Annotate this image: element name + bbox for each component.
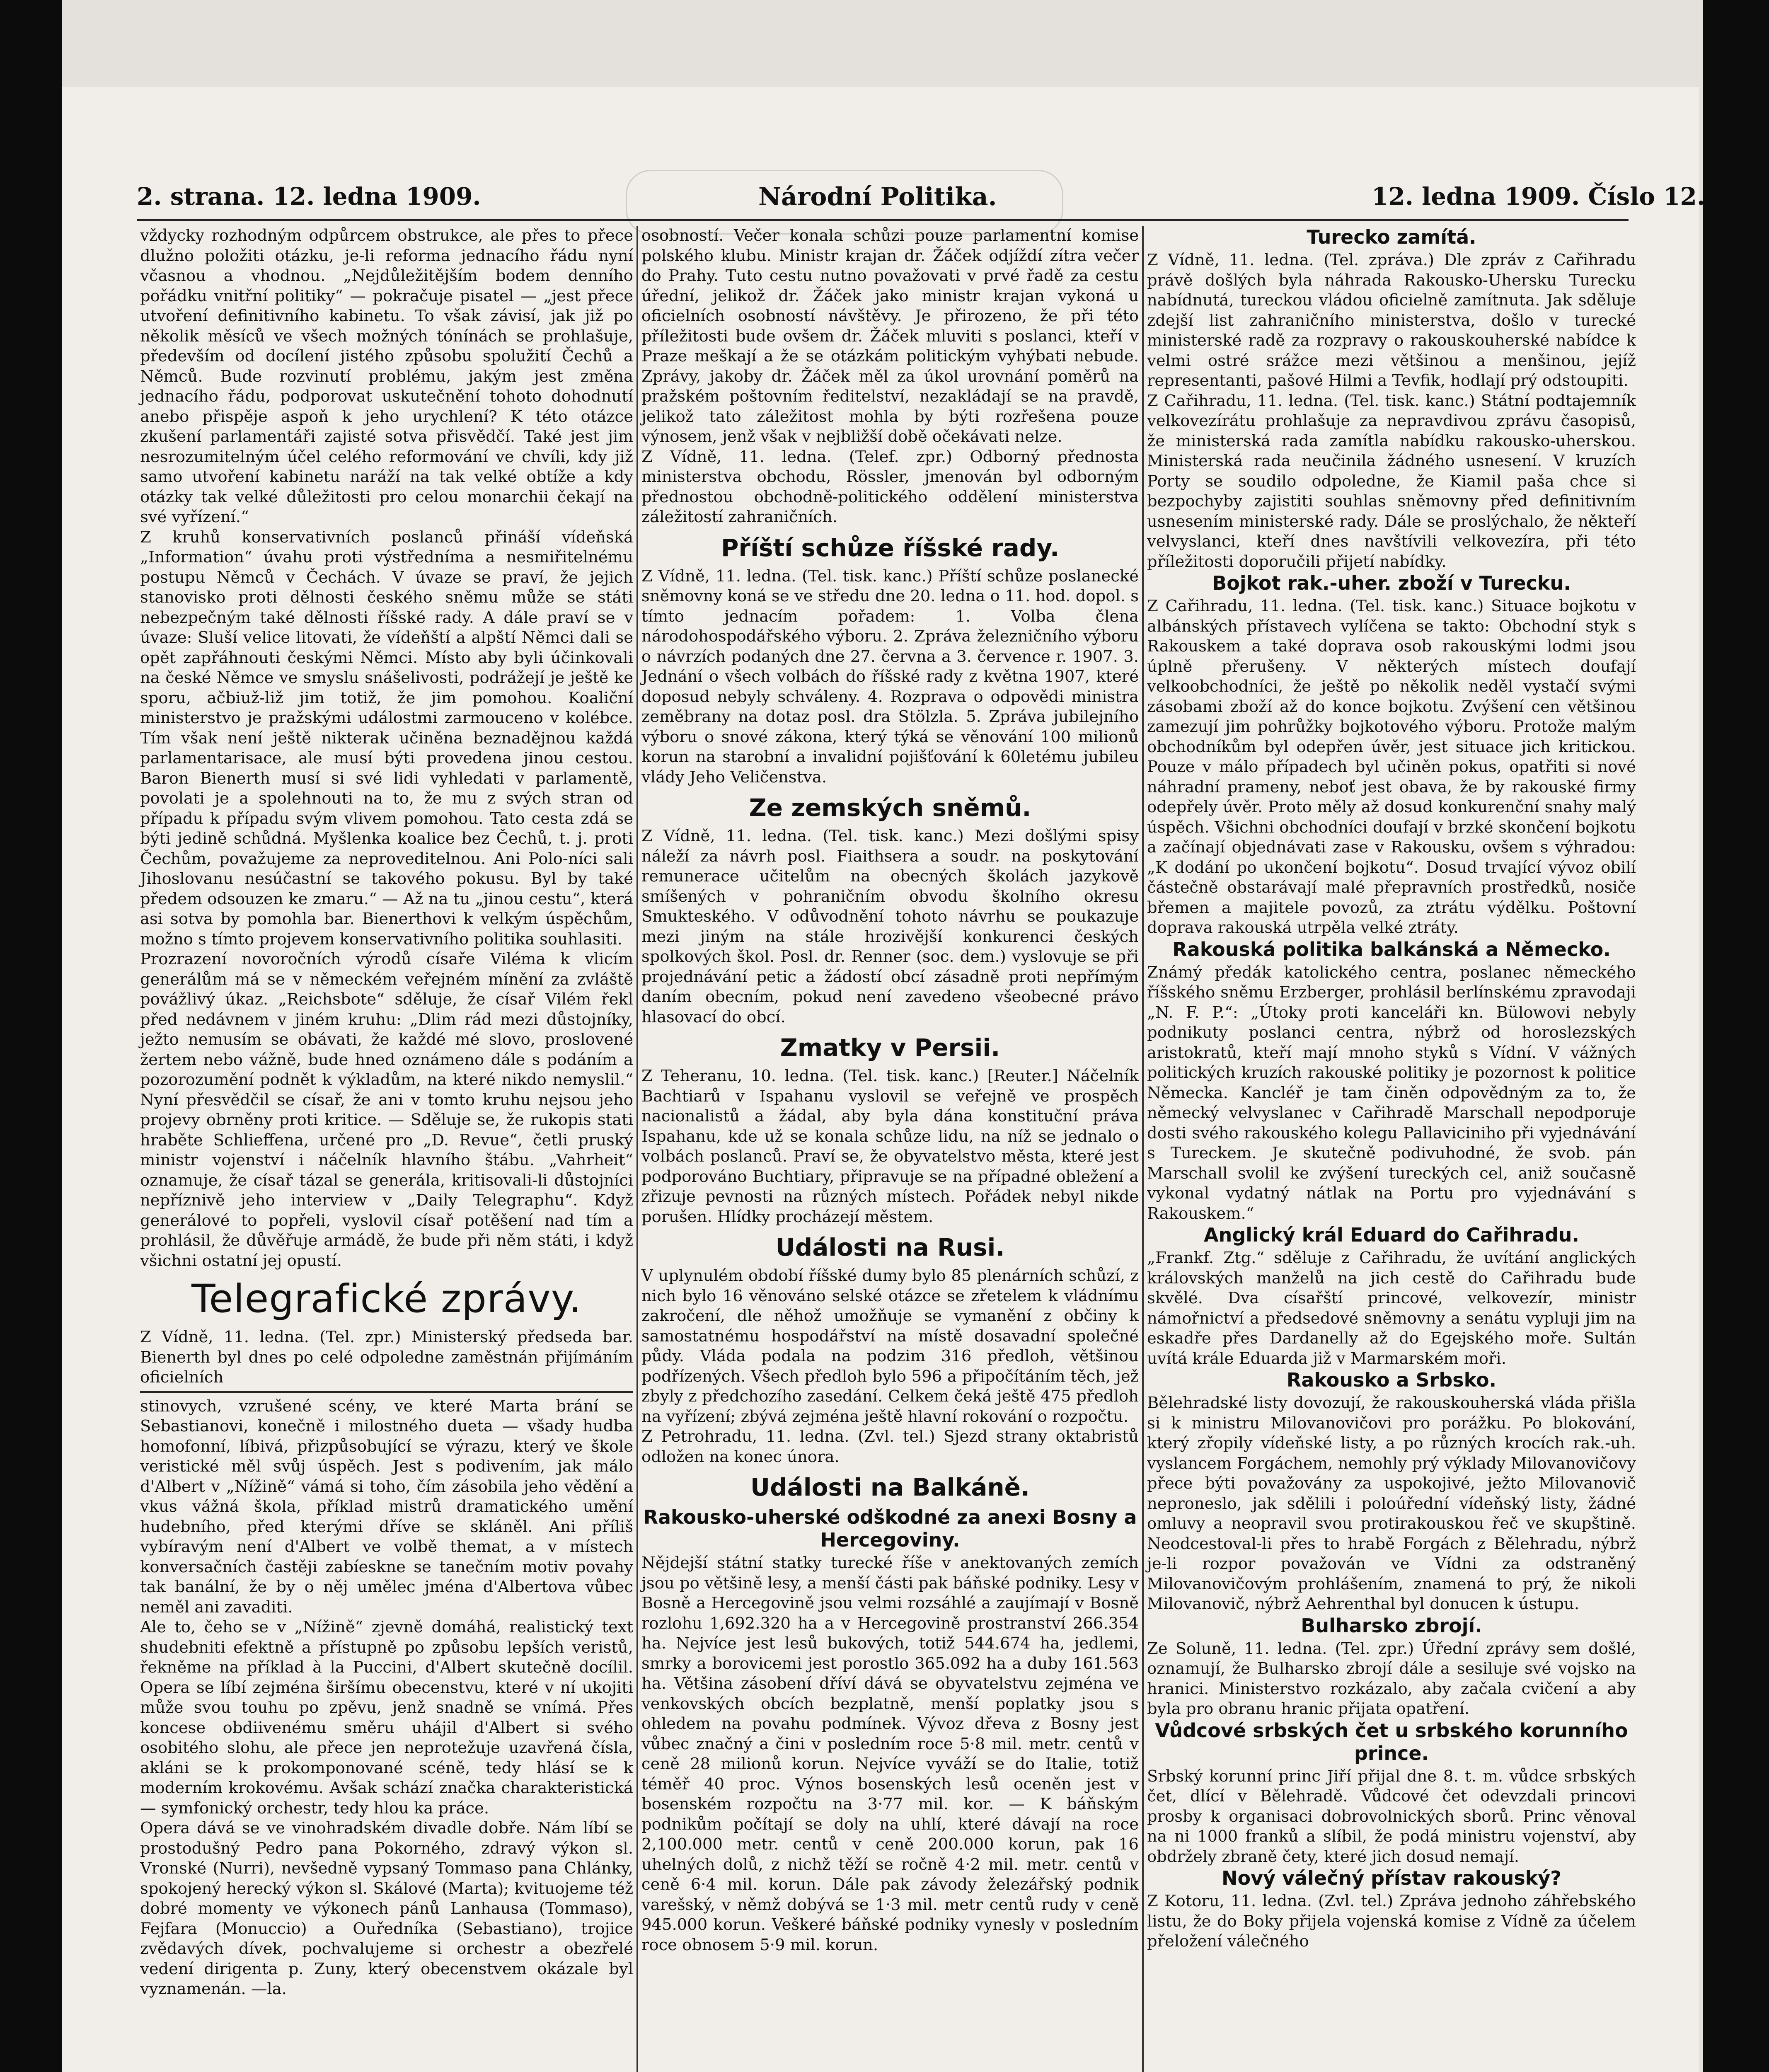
article-heading: Zmatky v Persii. (780, 1034, 1000, 1062)
column-3 (1147, 226, 1636, 2072)
feuilleton-text: stinovych, vzrušené scény, ve které Marta brání se Sebastianovi, konečně i milostného dueta — všady hudba homofonní, líbivá, přizpůsobující se výrazu, který ve škole veristické měl svůj úspěch. Jest s podivením, jak málo d'Albert v „Nížině“ vámá si toho, čím zásobila jeho vědění a vkus vážná škola, příklad mistrů dramatického umění hudebního, před kterými dříve se skláněl. Ani příliš vybíravým není d'Albert ve volbě themat, a v místech konversačních častěji zabíeskne se tanečním motiv povahy tak banální, že by o něj umělec jména d'Albertova vůbec neměl ani zavaditi. (140, 1397, 633, 1617)
article-heading: Rakouská politika balkánská a Německo. (1172, 938, 1611, 961)
article-text: Z Cařihradu, 11. ledna. (Tel. tisk. kanc.) Státní podtajemník velkovezírátu prohlašuje za nepravdivou zprávu časopisů, že ministerská rada zamítla nabídku rakousko-uherskou. Ministerská rada neučinila žádného usnesení. V kruzích Porty se soudilo odpoledne, že Kiamil paša chce si bezpochyby zajistiti souhlas sněmovny před definitivním usnesením ministerské rady. Dále se proslýchalo, že někteří velvyslanci, kteří dnes navštívili velkovezíra, při této příležitosti doporučili přijetí nabídky. (1147, 391, 1636, 571)
article-text: Z Vídně, 11. ledna. (Telef. zpr.) Odborný přednosta ministerstva obchodu, Rössler, jmenován byl odborným přednostou obchodně-politického oddělení ministerstva záležitostí zahraničních. (641, 447, 1139, 526)
article-heading: Události na Rusi. (775, 1233, 1005, 1261)
article-heading: Turecko zamítá. (1307, 226, 1476, 248)
header-rule (137, 219, 1629, 221)
article-heading: Ze zemských sněmů. (749, 794, 1031, 822)
article-text: Známý předák katolického centra, poslanec německého říšského sněmu Erzberger, prohlásil berlínskému zpravodaji „N. F. P.“: „Útoky proti kanceláři kn. Bülowovi nebyly podnikuty poslanci centra, nýbrž od horoslezských aristokratů, kteří mají mnoho styků s Vídní. V vážných politických kruzích rakouské politiky je pozornost k politice Německa. Kancléř je tam činěn odpovědným za to, že německý velvyslanec v Cařihradě Marschall nepodporuje dosti svého rakouského kolegu Pallaviciniho při vyjednávání s Tureckem. Je skutečně podivuhodné, že svob. pán Marschall svolil ke zvýšení tureckých cel, aniž současně vykonal vydatný nátlak na Portu pro vyjednávání s Rakouskem.“ (1147, 963, 1636, 1223)
column-divider-2 (1142, 226, 1144, 2072)
article-heading: Vůdcové srbských čet u srbského korunního prince. (1155, 1719, 1628, 1765)
article-text: Ze Soluně, 11. ledna. (Tel. zpr.) Úřední zprávy sem došlé, oznamují, že Bulharsko zbrojí dále a sesiluje své vojsko na hranici. Ministerstvo rozkázalo, aby začala cvičení a aby byla pro obranu hranic přijata opatření. (1147, 1639, 1636, 1718)
article-heading: Události na Balkáně. (750, 1473, 1030, 1501)
article-text: Z Vídně, 11. ledna. (Tel. zpr.) Ministerský předseda bar. Bienerth byl dnes po celé odpoledne zaměstnán přijímáním oficielních (140, 1328, 633, 1387)
feuilleton-text: Ale to, čeho se v „Nížině“ zjevně domáhá, realistický text shudebniti efektně a přístupně po způsobu lepších veristů, řekněme na příklad à la Puccini, d'Albert skutečně docílil. Opera se líbí zejména širšímu obecenstvu, které v ní ukojiti může svou touhu po zpěvu, jenž snadně se vnímá. Přes koncese obdiivenému směru uhájil d'Albert si svého osobitého slohu, ale přece jen neprotežuje uzavřená čísla, akláni se k prokomponované scéně, tedy hlásí se k moderním krokovému. Avšak schází značka charakteristická — symfonický orchestr, tedy hlou ka práce. (140, 1618, 633, 1818)
article-heading: Rakousko a Srbsko. (1286, 1369, 1497, 1391)
article-text: Nějdejší státní statky turecké říše v anektovaných zemích jsou po většině lesy, a menší části pak báňské podniky. Lesy v Bosně a Hercegovině jsou velmi rozsáhlé a zaujímají v Bosně rozlohu 1,692.320 ha a v Hercegovině prostranství 266.354 ha. Nejvíce jest lesů bukových, totiž 544.674 ha, jedlemi, smrky a borovicemi jest porostlo 365.092 ha a duby 161.563 ha. Většina zásobení dříví dává se obyvatelstvu zejména ve venkovských obcích bezplatně, menší poplatky jsou s ohledem na povahu podmínek. Vývoz dřeva z Bosny jest vůbec značný a čini v posledním roce 5·8 mil. metr. centů v ceně 28 milionů korun. Nejvíce vyváží se do Italie, totiž téměř 40 proc. Výnos bosenských lesů oceněn jest v bosenském rozpočtu na 3·77 mil. kor. — K báňským podnikům počítají se doly na uhlí, které dávají na roce 2,100.000 metr. centů v ceně 200.000 korun, pak 16 uhelných dolů, z nichž těží se ročně 4·2 mil. metr. centů v ceně 6·4 mil. korun. Dále pak závody železářský podnik varešský, v němž dobývá se 1·3 mil. metr centů rudy v ceně 945.000 korun. Veškeré báňské podniky vynesly v posledním roce obnosem 5·9 mil. korun. (641, 1554, 1139, 1954)
article-text: vždycky rozhodným odpůrcem obstrukce, ale přes to přece dlužno položiti otázku, je-li reforma jednacího řádu nyní včasnou a vhodnou. „Nejdůležitějším bodem denního pořádku vnitřní politiky“ — pokračuje pisatel — „jest přece utvoření definitivního kabinetu. To však závisí, jak již po několik měsíců ve všech možných tónínách se prohlašuje, především od docílení jistého způsobu spolužití Čechů a Němců. Bude rozvinutí problému, jakým jest změna jednacího řádu, podporovat uskutečnění tohoto dohodnutí anebo přispěje aspoň k jeho urychlení? K této otázce zkušení parlamentáři zajisté sotva přisvědčí. Také jest jim nesrozumitelným účel celého reformování ve chvíli, kdy již samo utvoření kabinetu naráží na tak velké obtíže a kdy otázky tak velké důležitosti pro celou monarchii čekají na své vyřízení.“ (140, 226, 633, 526)
article-text: Z kruhů konservativních poslanců přináší vídeňská „Information“ úvahu proti výstředníma a nesmiřitelnému postupu Němců v Čechách. V úvaze se praví, že jejich stanovisko proti dělnosti českého sněmu může se státi nebezpečným také dělnosti říšské rady. A dále praví se v úvaze: Sluší velice litovati, že vídeňští a alpští Němci dali se opět zapřáhnouti českými Němci. Místo aby byli účinkovali na české Němce ve smyslu snášelivosti, podrážejí je ještě ke sporu, ačbiuž-liž jim totiž, že jim pomohou. Koaliční ministerstvo je pražskými událostmi zarmouceno v kolébce. Tím však není ještě nikterak učiněna beznadějnou každá parlamentarisace, ale musí býti provedena jinou cestou. Baron Bienerth musí si své lidi vyhledati v parlamentě, povolati je a spolehnouti na to, že mu z svých stran od případu k případu svým vlivem pomohou. Tato cesta zdá se býti jedině schůdná. Myšlenka koalice bez Čechů, t. j. proti Čechům, považujeme za neproveditelnou. Ani Polo-níci sali Jihoslovanu nesúčastní se takového pokusu. Byl by také předem odsouzen ke zmaru.“ — Až na tu „jinou cestu“, která asi sotva by pomohla bar. Bienerthovi k velkým úspěchům, možno s tímto projevem konservativního politika souhlasiti. (140, 528, 633, 949)
article-text: Z Vídně, 11. ledna. (Tel. tisk. kanc.) Mezi došlými spisy náleží za návrh posl. Fiaithsera a soudr. na poskytování remunerace učitelům na obecných školách jazykově smíšených v pohraničním obvodu školního okresu Smukteského. V odůvodnění tohoto návrhu se poukazuje mezi jiným na stále hrozivější konkurenci českých spolkových škol. Posl. dr. Renner (soc. dem.) vyslovuje se při projednávání petic a žádostí obcí zásadně proti nepřímým daním obecním, pokud není zavedeno všeobecné právo hlasovací do obcí. (641, 827, 1139, 1026)
article-heading: Příští schůze říšské rady. (721, 533, 1059, 562)
article-text: Z Cařihradu, 11. ledna. (Tel. tisk. kanc.) Situace bojkotu v albánských přístavech vylíčena se takto: Obchodní styk s Rakouskem a také doprava osob rakouskými lodmi jsou úplně přerušeny. V některých místech doufají velkoobchodníci, že ještě po několik neděl vystačí svými zásobami zboží až do konce bojkotu. Zvýšení cen většinou zamezují jim pohrůžky bojkotového výboru. Protože malým obchodníkům byl odepřen úvěr, jest situace jich kritickou. Pouze v málo případech byl učiněn pokus, opatřiti si nové náhradní prameny, neboť jest obava, že by rakouské firmy odepřely úvěr. Proto měly až dosud konkurenční snahy malý úspěch. Všichni obchodníci doufají v brzké skončení bojkotu a začínají objednávati zase v Rakousku, ovšem s výhradou: „K dodání po ukončení bojkotu“. Dosud trvající vývoz obilí částečně obstarávají malé přepravních prostředků, nosiče břemen a majitele povozů, za ztrátu výdělku. Poštovní doprava rakouská utrpěla velké ztráty. (1147, 597, 1636, 937)
article-text: Z Kotoru, 11. ledna. (Zvl. tel.) Zpráva jednoho záhřebského listu, že do Boky přijela vojenská komise z Vídně za účelem přeložení válečného (1147, 1892, 1636, 1951)
article-text: Z Vídně, 11. ledna. (Tel. zpráva.) Dle zpráv z Cařihradu právě došlých byla náhrada Rakousko-Uhersku Turecku nabídnutá, tureckou vládou oficielně zamítnuta. Jak sděluje zdejší list zahraničního ministerstva, došlo v turecké ministerské radě za rozpravy o rakouskouherské nabídce k velmi ostré srážce mezi většinou a menšinou, jejíž representanti, pašové Hilmi a Tevfik, hodlají prý odstoupiti. (1147, 251, 1636, 390)
article-text: „Frankf. Ztg.“ sděluje z Cařihradu, že uvítání anglických královských manželů na jich cestě do Cařihradu bude skvělé. Dva císařští princové, velkovezír, ministr námořnictví a předsedové sněmovny a senátu vypluji jim na eskadře přes Dardanelly až do Egejského moře. Sultán uvítá krále Eduarda již v Marmarském moři. (1147, 1249, 1636, 1368)
article-subheading: Rakousko-uherské odškodné za anexi Bosny a Hercegoviny. (643, 1506, 1137, 1551)
article-text: V uplynulém období říšské dumy bylo 85 plenárních schůzí, z nich bylo 16 věnováno selské otázce se zřetelem k vládnímu zakročení, dle něhož umožňuje se vymanění z občiny k samostatnému hospodářství na místě dosavadní společné půdy. Vláda podala na podzim 316 předloh, většinou podřízených. Všech předloh bylo 596 a připočítáním těch, jež zbyly z předchozího zasedání. Celkem čeká ještě 475 předloh na vyřízení; zbývá zejména ještě hlavní rokování o rozpočtu. (641, 1266, 1139, 1426)
section-heading-telegraph: Telegrafické zprávy. (191, 1276, 582, 1322)
page-number-date: 2. strana. 12. ledna 1909. (137, 182, 481, 211)
article-text: Prozrazení novoročních výrodů císaře Viléma k vlicím generálům má se v německém veřejném mínění za zvláště povážlivý úkaz. „Reichsbote“ sděluje, že císař Vilém řekl před nedávnem v jiném kruhu: „Dlim rád mezi důstojníky, ježto nemusím se obávati, že každé mé slovo, proslovené žertem nebo vážně, bude hned oznámeno dále s podáním a pozorozumění podnět k výkladům, na které nikdo nemyslil.“ Nyní přesvědčil se císař, že ani v tomto kruhu nejsou jeho projevy obrněny proti kritice. — Sděluje se, že rukopis stati hraběte Schlieffena, určené pro „D. Revue“, četli pruský ministr vojenství i náčelník hlavního štábu. „Vahrheit“ oznamuje, že císař tázal se generála, kritisovali-li důstojníci nepříznivě jeho interview v „Daily Telegraphu“. Když generálové to popřeli, vyslovil císař potěšení nad tím a prohlásil, že důvěřuje armádě, že bude při něm státi, i když všichni ostatní jej opustí. (140, 950, 633, 1270)
article-heading: Bojkot rak.-uher. zboží v Turecku. (1212, 572, 1571, 594)
newspaper-title: Národní Politika. (758, 182, 997, 211)
issue-date-number: 12. ledna 1909. Číslo 12. (1372, 182, 1706, 211)
article-text: Bělehradské listy dovozují, že rakouskouherská vláda přišla si k ministru Milovanovičovi pro porážku. Po blokování, který zřopily vídeňské listy, a po různých krocích rak.-uh. vyslancem Forgáchem, nemohly prý výklady Milovanovičovy přece býti považovány za uspokojivé, ježto Milovanovič neproneslo, jak sdělili i poloúřední vídeňský listy, žádné omluvy a neopravil svou protirakouskou řeč ve skupštině. Neodcestoval-li přes to hrabě Forgách z Bělehradu, nýbrž je-li rozpor považován ve Vídni za odstraněný Milovanovičovým prohlášením, znamená to prý, že nikoli Milovanovič, nýbrž Aehrenthal byl donucen k ústupu. (1147, 1394, 1636, 1613)
article-text: Z Petrohradu, 11. ledna. (Zvl. tel.) Sjezd strany oktabristů odložen na konec února. (641, 1427, 1139, 1466)
feuilleton-text: Opera dává se ve vinohradském divadle dobře. Nám líbí se prostodušný Pedro pana Pokorného, zdravý výkon sl. Vronské (Nurri), nevšedně vypsaný Tommaso pana Chlánky, spokojený herecký výkon sl. Skálové (Marta); kvituojeme též dobré momenty ve výkonech pánů Lanhausa (Tommaso), Fejfara (Monuccio) a Ouředníka (Sebastiano), trojice zvědavých dívek, pochvalujeme si orchestr a obezřelé vedení dirigenta p. Zuny, který obecenstvem okázale byl vyznamenán. —la. (140, 1819, 633, 1998)
scan-border-right (1703, 0, 1769, 2072)
column-1 (140, 226, 633, 2072)
scan-border-left (0, 0, 62, 2072)
article-text: Z Vídně, 11. ledna. (Tel. tisk. kanc.) Příští schůze poslanecké sněmovny koná se ve středu dne 20. ledna o 11. hod. dopol. s tímto jednacím pořadem: 1. Volba člena národohospodářského výboru. 2. Zpráva železničního výboru o návrzích podaných dne 27. června a 3. července r. 1907. 3. Jednání o všech volbách do říšské rady z května 1907, které doposud nebyly schváleny. 4. Rozprava o odpovědi ministra zeměbrany na dotaz posl. dra Stölzla. 5. Zpráva jubilejního výboru o snové zákona, který týká se věnování 100 milionů korun na starobní a invalidní pojišťování k 60letému jubileu vlády Jeho Veličenstva. (641, 566, 1139, 787)
article-text: osobností. Večer konala schůzi pouze parlamentní komise polského klubu. Ministr krajan dr. Žáček odjíždí zítra večer do Prahy. Tuto cestu nutno považovati v prvé řadě za cestu úřední, jelikož dr. Žáček jako ministr krajan vykoná u oficielních osobností návštěvy. Je přirozeno, že při této příležitosti bude ovšem dr. Žáček mluviti s poslanci, kteří v Praze meškají a že se otázkám politickým vyhýbati nebude. Zprávy, jakoby dr. Žáček měl za úkol urovnání poměrů na pražském poštovním ředitelství, nezakládají se na pravdě, jelikož tato záležitost mohla by býti rozřešena pouze výnosem, jenž však v nejbližší době očekávati nelze. (641, 226, 1139, 446)
column-divider-1 (636, 226, 638, 2072)
article-heading: Nový válečný přístav rakouský? (1222, 1867, 1561, 1889)
article-text: Z Teheranu, 10. ledna. (Tel. tisk. kanc.) [Reuter.] Náčelník Bachtiarů v Ispahanu vyslovil se veřejně ve prospěch nacionalistů a žádal, aby byla dána konstituční práva Ispahanu, kde už se konala schůze lidu, na níž se jednalo o volbách poslanců. Praví se, že obyvatelstvo města, které jest podporováno Buchtiary, připravuje se na případné obležení a zřizuje pevnosti na různých místech. Pořádek nebyl nikde porušen. Hlídky procházejí městem. (641, 1067, 1139, 1226)
column-2 (641, 226, 1139, 2072)
article-heading: Anglický král Eduard do Cařihradu. (1204, 1224, 1579, 1246)
section-rule (140, 1391, 633, 1393)
article-text: Srbský korunní princ Jiří přijal dne 8. t. m. vůdce srbských čet, dlící v Bělehradě. Vůdcové čet odevzdali princovi prosby k organisaci dobrovolnických sborů. Princ věnoval na ni 1000 franků a slíbil, že podá ministru vojenství, aby obdržely zbraně čety, které jich dosud nemají. (1147, 1767, 1636, 1866)
article-heading: Bulharsko zbrojí. (1301, 1614, 1482, 1637)
